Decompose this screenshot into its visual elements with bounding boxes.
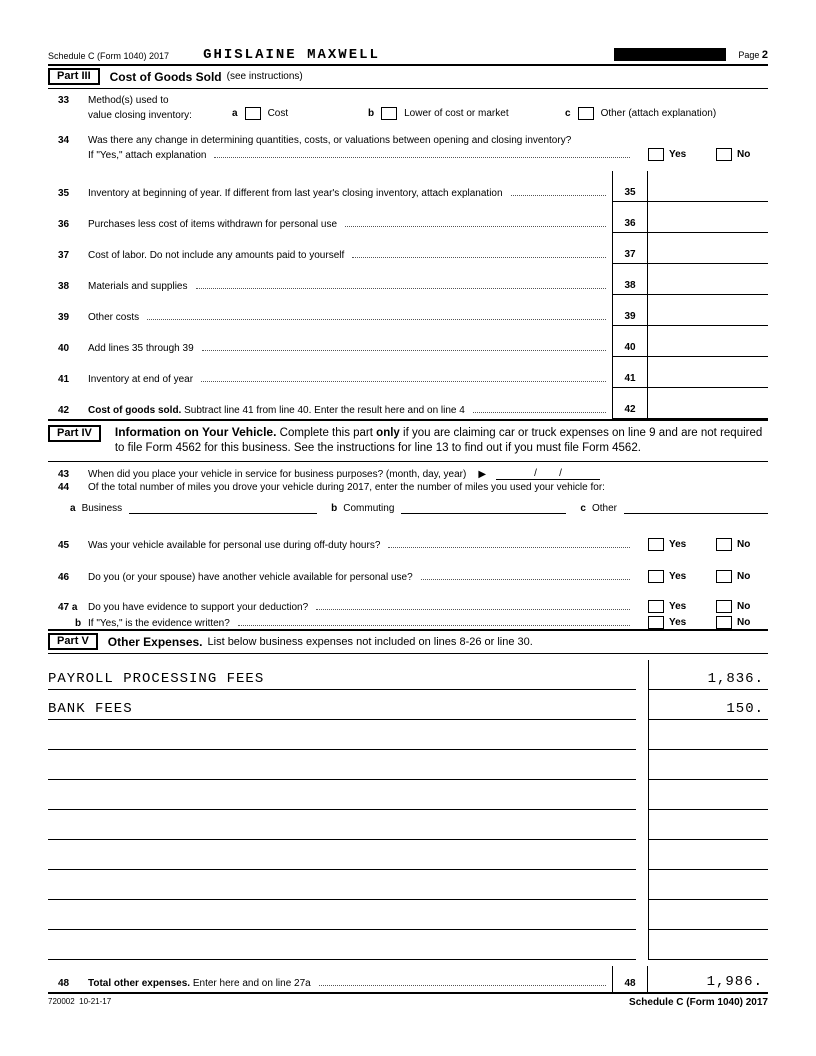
line34-question: Was there any change in determining quantities, costs, or valuations between opening and closing inventory? <box>88 135 572 146</box>
row-number-box: 38 <box>612 264 648 295</box>
page-footer <box>48 992 768 1008</box>
line-35 <box>48 171 768 202</box>
line33-option-other: c Other (attach explanation) <box>565 108 717 119</box>
line34-yes: Yes <box>648 148 706 161</box>
dotted-leader <box>316 609 630 610</box>
expense-amount-field[interactable] <box>648 810 768 840</box>
part4-description: Information on Your Vehicle. Complete this part only if you are claiming car or truck expenses on line 9 and are not required to file Form 4562 for this business. See the instructions for line 13 to find out if you must file Form 4562. <box>114 425 763 454</box>
line-number: 36 <box>58 219 70 230</box>
line44-label: Of the total number of miles you drove your vehicle during 2017, enter the number of miles you used your vehicle for: <box>88 482 605 493</box>
row-label: Cost of labor. Do not include any amounts paid to yourself <box>88 250 345 261</box>
line-38 <box>48 264 768 295</box>
commuting-miles-field[interactable] <box>401 502 566 514</box>
expense-amount-field[interactable]: 150. <box>648 690 768 720</box>
part5-badge: Part V <box>48 633 98 650</box>
part5-header <box>48 629 768 654</box>
line-number: 48 <box>58 978 70 989</box>
dotted-leader <box>201 381 606 382</box>
expense-row-1 <box>48 660 768 690</box>
dotted-leader <box>202 350 606 351</box>
row-number-box: 41 <box>612 357 648 388</box>
total-other-expenses-value[interactable]: 1,986. <box>706 974 763 990</box>
other-expenses-table <box>48 660 768 960</box>
amount-field-39[interactable] <box>648 295 768 326</box>
line-number: 34 <box>58 135 70 146</box>
part4-badge: Part IV <box>48 425 101 442</box>
dotted-leader <box>319 985 606 986</box>
amount-field-41[interactable] <box>648 357 768 388</box>
line-number: 45 <box>58 540 70 551</box>
expense-description-field[interactable] <box>48 870 636 900</box>
line47a-no-checkbox[interactable] <box>716 600 732 613</box>
line-33 <box>48 89 768 135</box>
line47b-no-checkbox[interactable] <box>716 616 732 629</box>
line33-label-2: value closing inventory: <box>88 110 192 121</box>
dotted-leader <box>421 579 630 580</box>
line-number: 46 <box>58 572 70 583</box>
line34-question-2: If "Yes," attach explanation <box>88 150 207 161</box>
line33-lcm-checkbox[interactable] <box>381 107 397 120</box>
part5-title: Other Expenses. <box>107 634 203 649</box>
other-miles-field[interactable] <box>624 502 768 514</box>
expense-amount-field[interactable] <box>648 780 768 810</box>
expense-row-2 <box>48 690 768 720</box>
line-number: 40 <box>58 343 70 354</box>
line-43 <box>48 462 768 480</box>
line-46: 46 Do you (or your spouse) have another vehicle available for personal use? Yes No <box>48 568 768 583</box>
business-miles-label: Business <box>81 503 123 514</box>
part3-header <box>48 66 768 89</box>
line-42 <box>48 388 768 419</box>
line-number: 47 a <box>58 602 78 613</box>
dotted-leader <box>238 625 630 626</box>
line-number: 44 <box>58 482 70 493</box>
expense-row-10 <box>48 930 768 960</box>
row-label: Inventory at end of year <box>88 374 194 385</box>
row-label: Add lines 35 through 39 <box>88 343 194 354</box>
line34-no: No <box>716 148 768 161</box>
expense-description-field[interactable] <box>48 810 636 840</box>
option-label: Other (attach explanation) <box>600 108 717 119</box>
right-arrow-icon: ▶ <box>478 469 487 480</box>
question-label: Do you (or your spouse) have another vehicle available for personal use? <box>88 572 413 583</box>
business-miles-field[interactable] <box>129 502 317 514</box>
row-label: Purchases less cost of items withdrawn for personal use <box>88 219 337 230</box>
line45-no-checkbox[interactable] <box>716 538 732 551</box>
expense-amount-field[interactable] <box>648 900 768 930</box>
line-number: 38 <box>58 281 70 292</box>
expense-description-field[interactable]: PAYROLL PROCESSING FEES <box>48 660 636 690</box>
line33-option-lower-cost-market: b Lower of cost or market <box>368 108 509 119</box>
expense-description-field[interactable] <box>48 840 636 870</box>
expense-amount-field[interactable] <box>648 930 768 960</box>
line47a-yes-checkbox[interactable] <box>648 600 664 613</box>
form-print-code: 720002 10-21-17 <box>48 997 112 1006</box>
line-number: 37 <box>58 250 70 261</box>
line-40 <box>48 326 768 357</box>
row-number-box: 39 <box>612 295 648 326</box>
commuting-miles-label: Commuting <box>343 503 395 514</box>
line-44 <box>48 482 768 497</box>
line46-yes-checkbox[interactable] <box>648 570 664 583</box>
expense-description-field[interactable] <box>48 750 636 780</box>
expense-amount-field[interactable] <box>648 840 768 870</box>
expense-amount-field[interactable]: 1,836. <box>648 660 768 690</box>
amount-field-38[interactable] <box>648 264 768 295</box>
line-number: b <box>75 618 82 629</box>
expense-amount-field[interactable] <box>648 750 768 780</box>
expense-row-7 <box>48 840 768 870</box>
expense-row-4 <box>48 750 768 780</box>
expense-row-6 <box>48 810 768 840</box>
line-number: 42 <box>58 405 70 416</box>
amount-field-42[interactable] <box>648 388 768 419</box>
form-id: Schedule C (Form 1040) 2017 <box>48 51 170 61</box>
expense-description-field[interactable] <box>48 780 636 810</box>
dotted-leader <box>511 195 606 196</box>
dotted-leader <box>473 412 606 413</box>
row-number-box: 35 <box>612 171 648 202</box>
line-number: 41 <box>58 374 70 385</box>
redacted-ssn-box <box>614 48 726 61</box>
line46-no-checkbox[interactable] <box>716 570 732 583</box>
expense-row-9 <box>48 900 768 930</box>
part4-header <box>48 419 768 462</box>
line-number: 39 <box>58 312 70 323</box>
row-number-box: 42 <box>612 388 648 419</box>
question-label: Was your vehicle available for personal use during off-duty hours? <box>88 540 381 551</box>
line47b-yes-checkbox[interactable] <box>648 616 664 629</box>
amount-field-37[interactable] <box>648 233 768 264</box>
amount-field-35[interactable] <box>648 171 768 202</box>
part3-badge: Part III <box>48 68 100 85</box>
row-label: Other costs <box>88 312 140 323</box>
dotted-leader <box>214 157 630 158</box>
line-number: 35 <box>58 188 70 199</box>
expense-amount-field[interactable] <box>648 870 768 900</box>
question-label: Do you have evidence to support your deduction? <box>88 602 309 613</box>
row-number-box: 37 <box>612 233 648 264</box>
dotted-leader <box>352 257 606 258</box>
expense-description-field[interactable] <box>48 900 636 930</box>
part3-subtitle: (see instructions) <box>226 71 303 82</box>
option-label: Lower of cost or market <box>404 108 509 119</box>
amount-field-40[interactable] <box>648 326 768 357</box>
vehicle-service-date-field[interactable]: / / <box>496 468 600 480</box>
line34-yes-checkbox[interactable] <box>648 148 664 161</box>
row-label: Cost of goods sold. Subtract line 41 from line 40. Enter the result here and on line 4 <box>88 405 465 416</box>
line-47a: 47 a Do you have evidence to support your deduction? Yes No <box>48 598 768 613</box>
row-number-box: 36 <box>612 202 648 233</box>
expense-description-field[interactable]: BANK FEES <box>48 690 636 720</box>
line-number: 43 <box>58 469 70 480</box>
expense-row-5 <box>48 780 768 810</box>
expense-description-field[interactable] <box>48 930 636 960</box>
row-label: Materials and supplies <box>88 281 188 292</box>
other-miles-label: Other <box>591 503 617 514</box>
cost-of-goods-table <box>48 171 768 419</box>
dotted-leader <box>147 319 606 320</box>
part3-title: Cost of Goods Sold <box>109 69 222 84</box>
row-number-box: 48 <box>612 966 648 992</box>
line43-label: When did you place your vehicle in service for business purposes? (month, day, year) <box>88 469 467 480</box>
line-39 <box>48 295 768 326</box>
page-header <box>48 48 768 66</box>
dotted-leader <box>345 226 606 227</box>
expense-amount-field[interactable] <box>648 720 768 750</box>
footer-form-reference: Schedule C (Form 1040) 2017 <box>629 997 768 1008</box>
line-number: 33 <box>58 95 70 106</box>
taxpayer-name: GHISLAINE MAXWELL <box>203 47 380 63</box>
part4-title: Information on Your Vehicle. <box>114 425 277 439</box>
line33-label-1: Method(s) used to <box>88 95 169 106</box>
question-label: If "Yes," is the evidence written? <box>88 618 230 629</box>
line45-yes-checkbox[interactable] <box>648 538 664 551</box>
line33-option-cost: a Cost <box>232 108 289 119</box>
row-number-box: 40 <box>612 326 648 357</box>
row-label: Inventory at beginning of year. If different from last year's closing inventory, attach explanation <box>88 188 503 199</box>
line-36 <box>48 202 768 233</box>
line-45: 45 Was your vehicle available for personal use during off-duty hours? Yes No <box>48 536 768 551</box>
expense-row-8 <box>48 870 768 900</box>
line34-no-checkbox[interactable] <box>716 148 732 161</box>
part5-description: List below business expenses not included on lines 8-26 or line 30. <box>207 635 533 648</box>
line33-cost-checkbox[interactable] <box>245 107 261 120</box>
line33-other-checkbox[interactable] <box>578 107 594 120</box>
line-34 <box>48 135 768 171</box>
amount-field-36[interactable] <box>648 202 768 233</box>
line-47b: b If "Yes," is the evidence written? Yes No <box>48 614 768 629</box>
line-41 <box>48 357 768 388</box>
line48-label: Total other expenses. Enter here and on line 27a <box>88 978 311 989</box>
option-label: Cost <box>267 108 289 119</box>
page-number: Page 2 <box>738 49 768 61</box>
line44-mileage-fields: a Business b Commuting c Other <box>70 497 768 514</box>
line-37 <box>48 233 768 264</box>
dotted-leader <box>388 547 630 548</box>
expense-row-3 <box>48 720 768 750</box>
line-48 <box>48 966 768 992</box>
expense-description-field[interactable] <box>48 720 636 750</box>
dotted-leader <box>196 288 607 289</box>
